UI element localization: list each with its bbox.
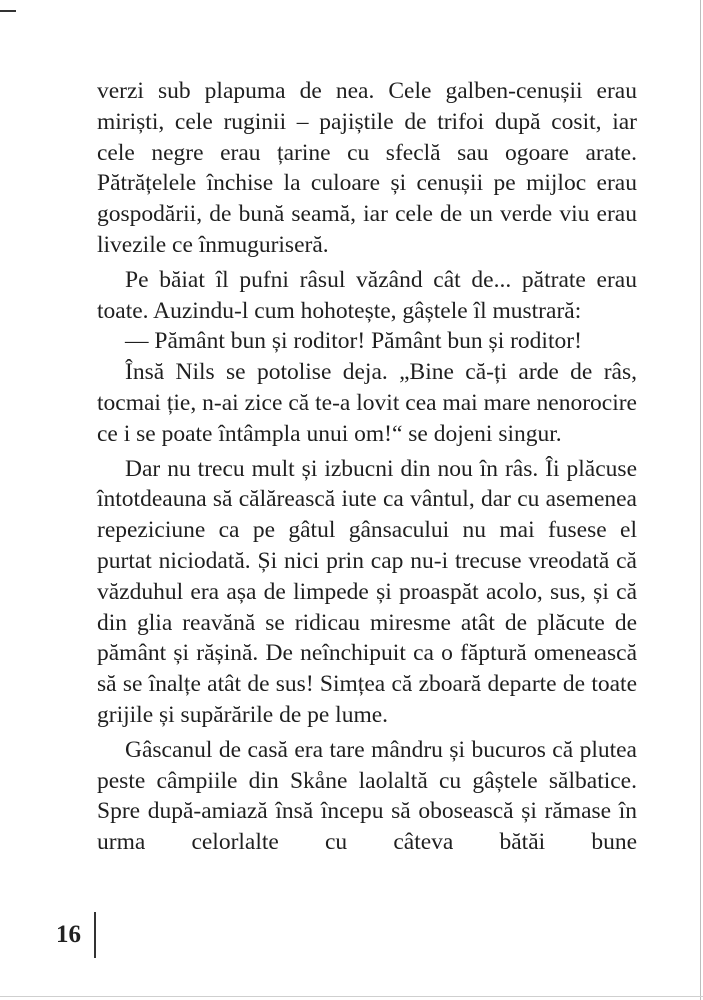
page-edge-right <box>700 0 701 1000</box>
paragraph: Dar nu trecu mult și izbucni din nou în râs. Îi plăcuse întotdeauna să călărească iute ca vântul, dar cu asemenea repeziciune ca pe gâtul gânsacului nu mai fusese el purtat niciodată. Și nici prin cap nu-i trecuse vreodată că văzduhul era așa de limpede și proaspăt acolo, sus, și că din glia reavănă se ridicau miresme atât de plăcute de pământ și rășină. De neînchipuit ca o făptură omenească să se înalțe atât de sus! Simțea că zboară departe de toate grijile și supărările de pe lume. <box>97 455 637 728</box>
page-number: 16 <box>56 921 81 948</box>
paragraph: Gâscanul de casă era tare mândru și bucuros că plutea peste câmpiile din Skåne laolaltă cu gâștele sălbatice. Spre după-amiază însă începu să obosească și rămase în urma celorlalte cu câteva bătăi bune <box>97 736 637 856</box>
paragraph: Pe băiat îl pufni râsul văzând cât de... pătrate erau toate. Auzindu-l cum hohotește, gâștele îl mustrară: <box>97 266 637 324</box>
page-edge-mark <box>0 10 16 12</box>
body-text <box>97 76 637 858</box>
page-edge-bottom <box>0 996 703 997</box>
dialogue-line: — Pământ bun și roditor! Pământ bun și roditor! <box>125 328 582 355</box>
paragraph: verzi sub plapuma de nea. Cele galben-cenușii erau miriști, cele ruginii – pajiștile de trifoi după cosit, iar cele negre erau țarine cu sfeclă sau ogoare arate. Pătrățelele închise la culoare și cenușii pe mijloc erau gospodării, de bună seamă, iar cele de un verde viu erau livezile ce înmuguriseră. <box>97 78 637 258</box>
paragraph: Însă Nils se potolise deja. „Bine că-ți arde de râs, tocmai ție, n-ai zice că te-a lovit cea mai mare nenorocire ce i se poate întâmpla unui om!“ se dojeni singur. <box>97 359 637 447</box>
page-number-divider <box>94 912 96 958</box>
